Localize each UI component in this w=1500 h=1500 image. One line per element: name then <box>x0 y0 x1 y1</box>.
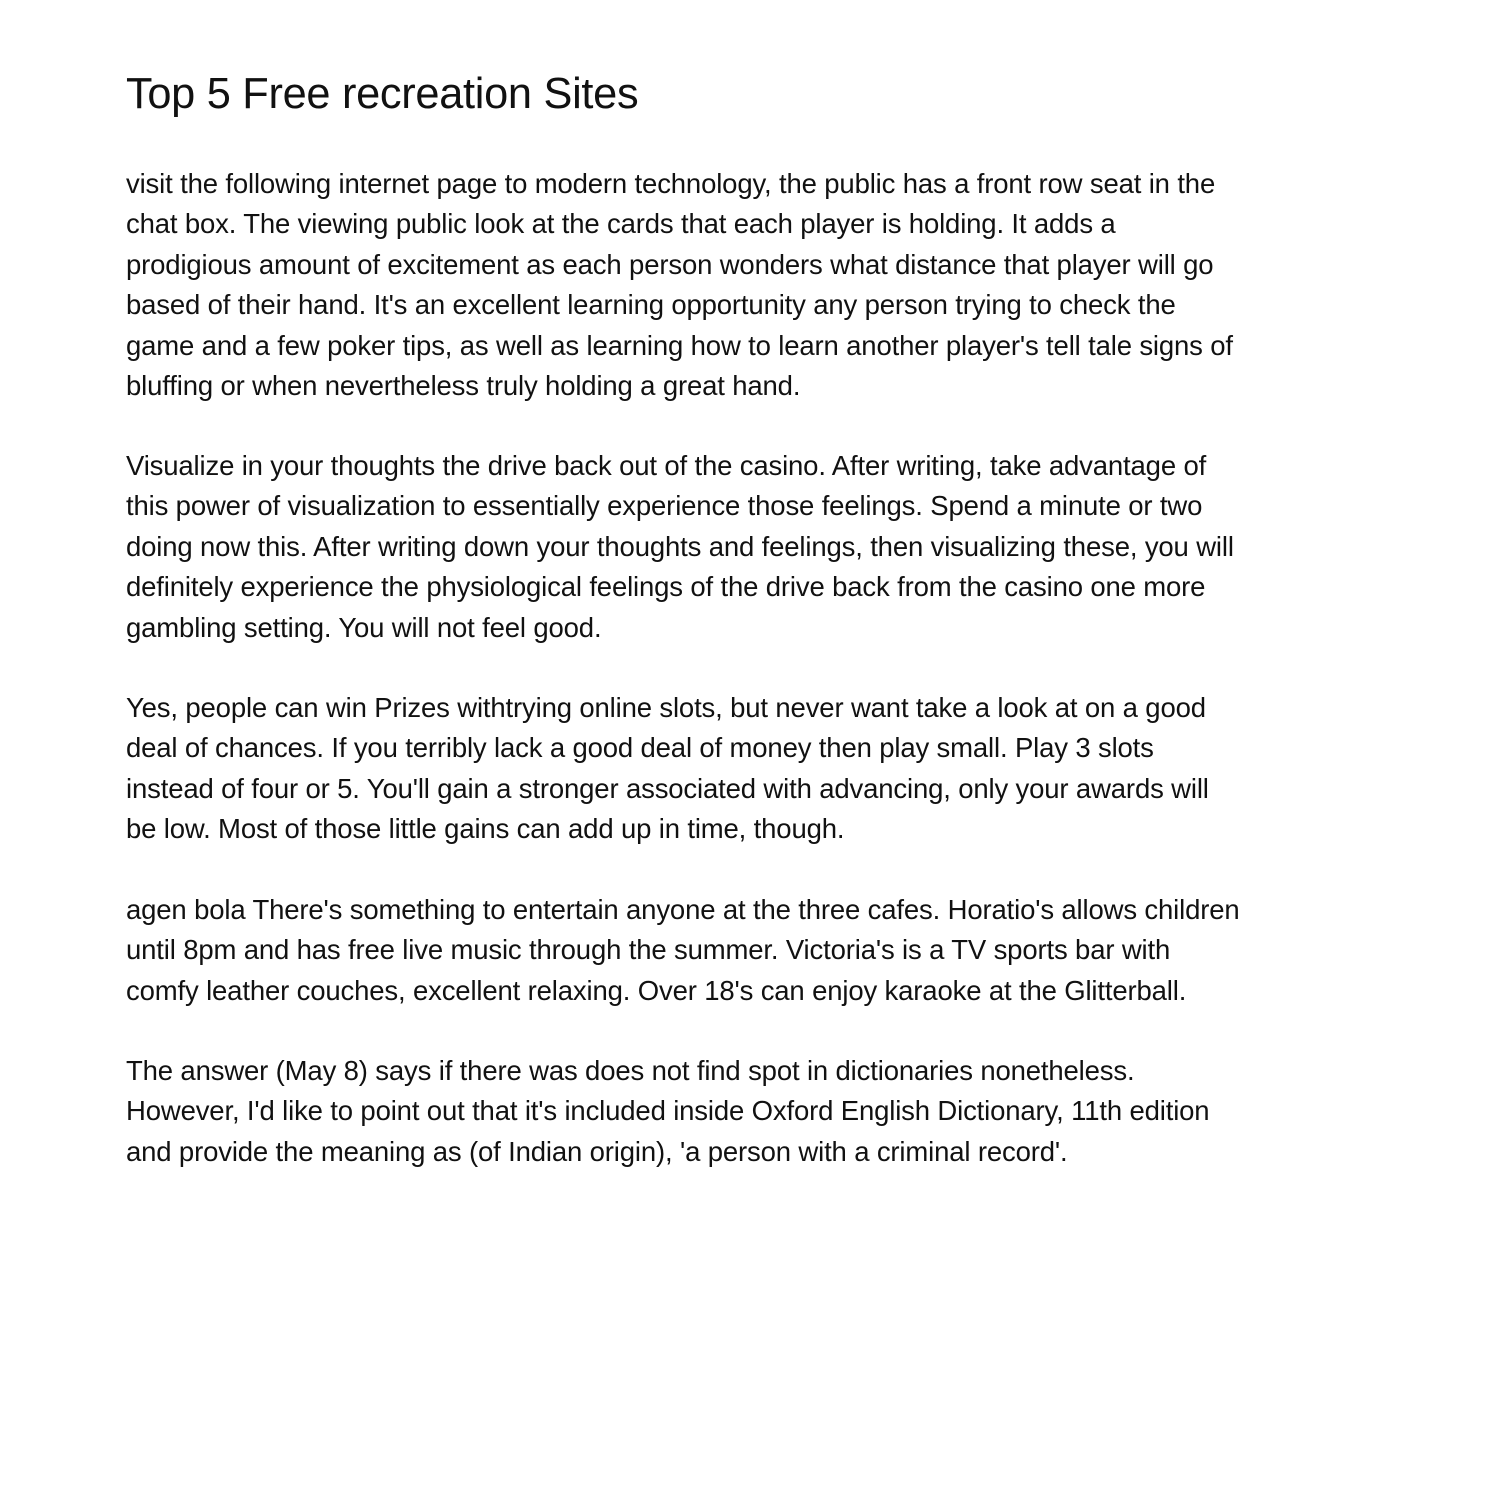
text-line: be low. Most of those little gains can add up in time, though. <box>126 813 845 845</box>
text-line: and provide the meaning as (of Indian origin), 'a person with a criminal record'. <box>126 1135 1068 1167</box>
text-line: until 8pm and has free live music through the summer. Victoria's is a TV sports bar with <box>126 934 1171 966</box>
text-line: game and a few poker tips, as well as learning how to learn another player's tell tale signs of <box>126 329 1233 361</box>
text-line: agen bola There's something to entertain anyone at the three cafes. Horatio's allows children <box>126 894 1240 925</box>
text-line: doing now this. After writing down your thoughts and feelings, then visualizing these, you will <box>126 530 1234 562</box>
paragraph-3 <box>126 688 1209 850</box>
text-line: deal of chances. If you terribly lack a good deal of money then play small. Play 3 slots <box>126 732 1154 764</box>
text-line: instead of four or 5. You'll gain a stronger associated with advancing, only your awards will <box>126 772 1209 804</box>
paragraph-4 <box>126 890 1240 1011</box>
text-line: gambling setting. You will not feel good. <box>126 611 602 643</box>
page-title: Top 5 Free recreation Sites <box>126 69 639 118</box>
text-line: Yes, people can win Prizes withtrying online slots, but never want take a look at on a good <box>126 692 1206 723</box>
text-line: visit the following internet page to modern technology, the public has a front row seat in the <box>126 168 1216 199</box>
text-line: prodigious amount of excitement as each person wonders what distance that player will go <box>126 248 1214 280</box>
text-line: this power of visualization to essentially experience those feelings. Spend a minute or two <box>126 490 1203 522</box>
paragraph-2 <box>126 446 1234 648</box>
text-line: bluffing or when nevertheless truly holding a great hand. <box>126 370 801 402</box>
text-line: based of their hand. It's an excellent learning opportunity any person trying to check the <box>126 289 1176 321</box>
text-line: comfy leather couches, excellent relaxing. Over 18's can enjoy karaoke at the Glitterball. <box>126 974 1187 1006</box>
paragraph-1 <box>126 164 1233 406</box>
text-line: definitely experience the physiological feelings of the drive back from the casino one more <box>126 571 1206 603</box>
text-line: chat box. The viewing public look at the cards that each player is holding. It adds a <box>126 208 1116 240</box>
paragraph-5 <box>126 1051 1209 1172</box>
text-line: Visualize in your thoughts the drive back out of the casino. After writing, take advantage of <box>126 450 1207 481</box>
text-line: The answer (May 8) says if there was does not find spot in dictionaries nonetheless. <box>126 1055 1135 1086</box>
text-line: However, I'd like to point out that it's included inside Oxford English Dictionary, 11th edition <box>126 1095 1210 1127</box>
